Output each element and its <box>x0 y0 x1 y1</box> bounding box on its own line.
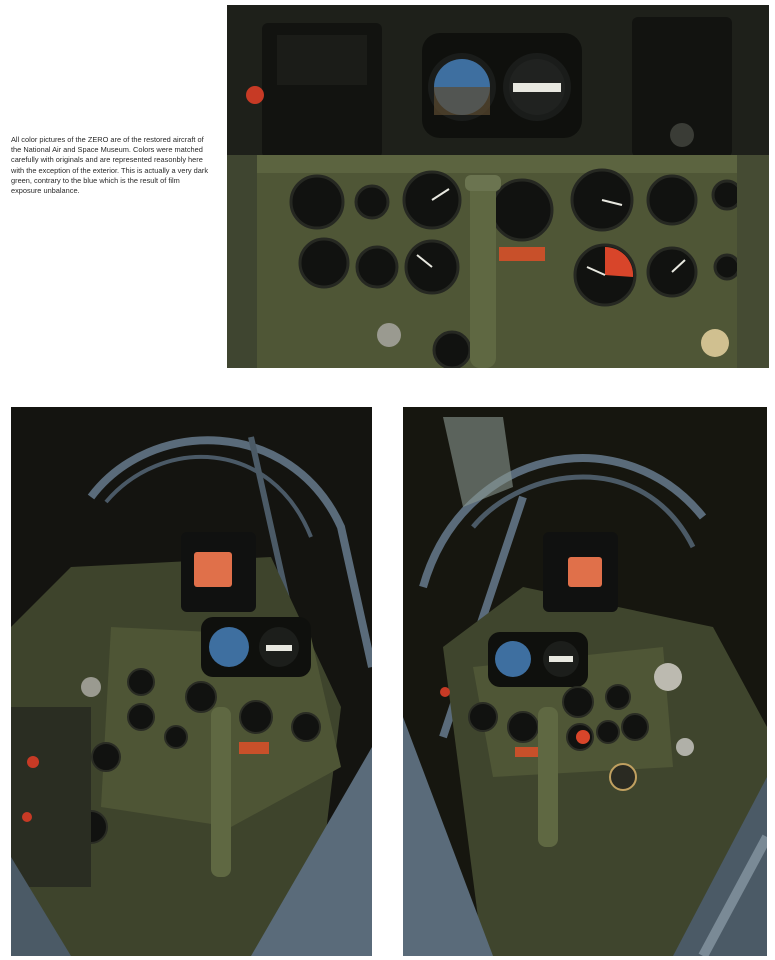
photo-caption: All color pictures of the ZERO are of the restored aircraft of the National Air and Space Museum. Colors were matched carefully with originals and are represented reasonbly here with the exception of the exterior. This is actually a very dark green, contrary to the blue which is the result of film exposure unbalance. <box>11 135 209 196</box>
instrument-panel-photo <box>227 5 769 368</box>
cockpit-left-view-photo <box>11 407 372 956</box>
cockpit-right-view-photo <box>403 407 767 956</box>
